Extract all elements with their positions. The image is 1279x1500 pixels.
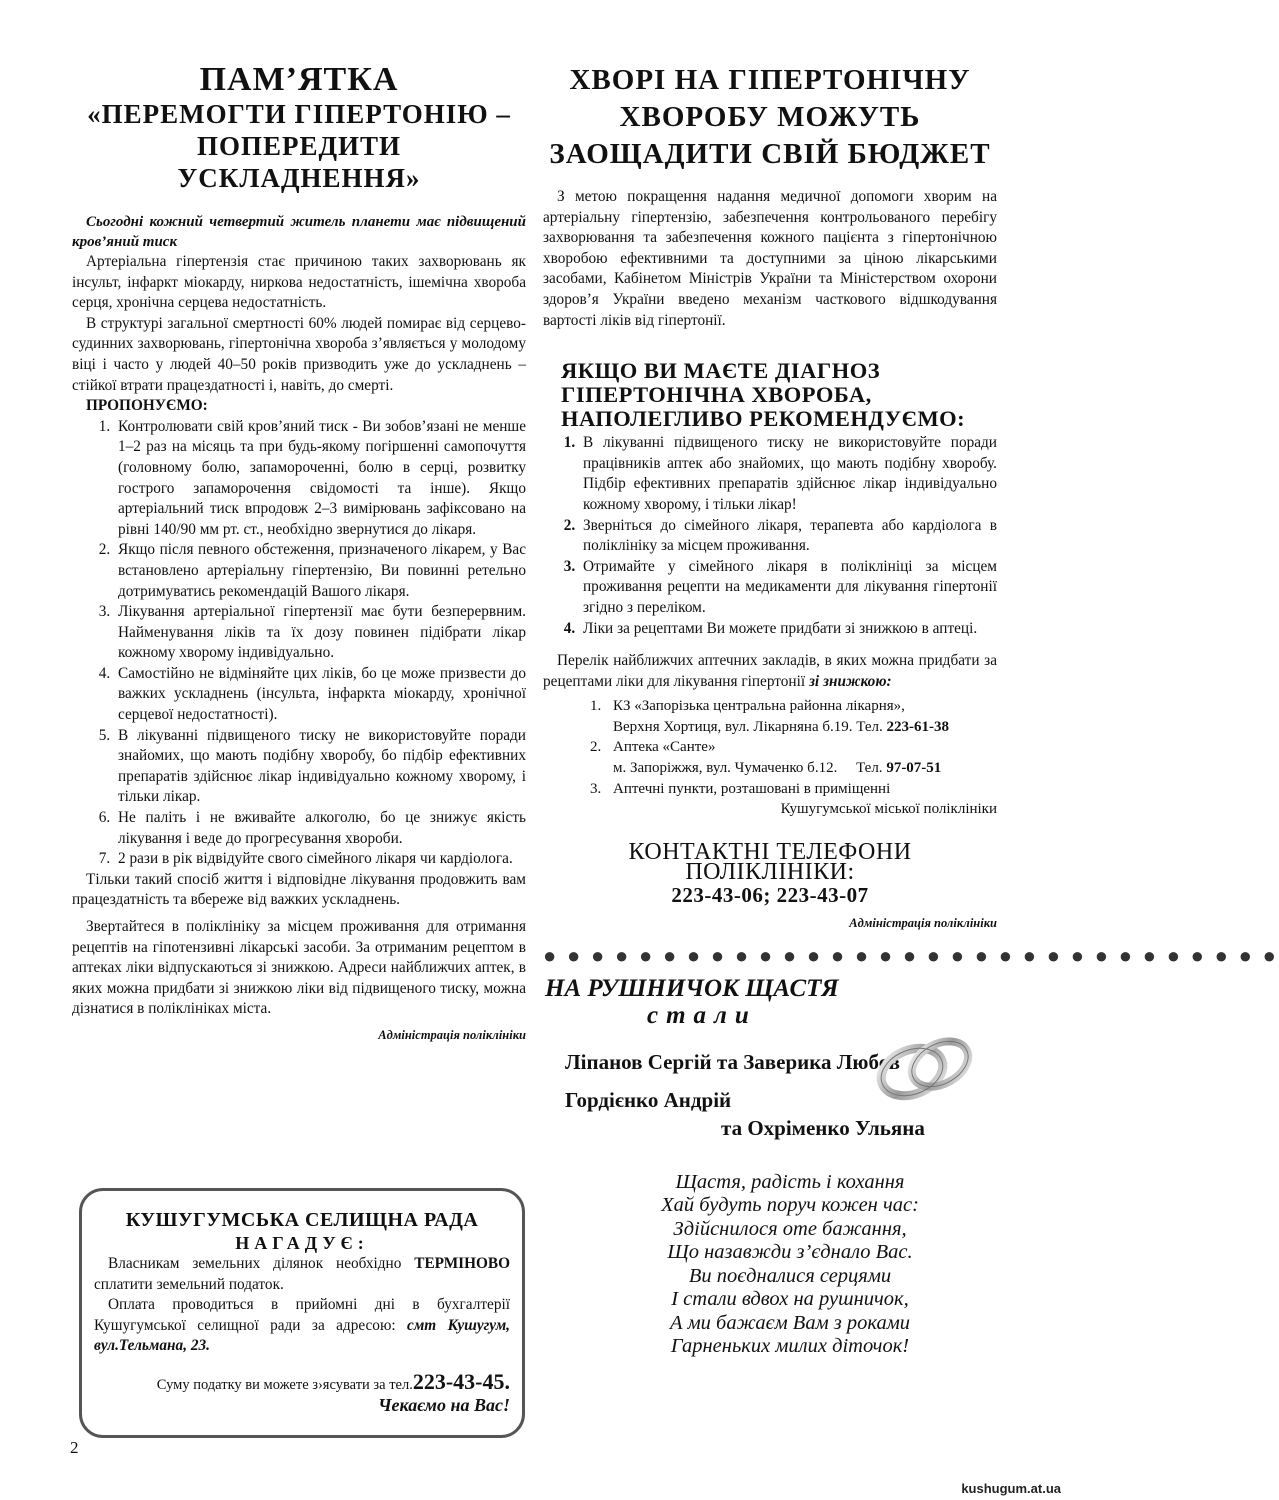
contacts-heading-2: ПОЛІКЛІНІКИ: xyxy=(685,858,855,885)
budget-title-1: ХВОРІ НА ГІПЕРТОНІЧНУ xyxy=(569,64,971,96)
memo-subtitle-2: ПОПЕРЕДИТИ УСКЛАДНЕННЯ» xyxy=(177,131,421,193)
memo-intro: Сьогодні кожний четвертий житель планети має підвищений кров’яний тиск xyxy=(72,214,526,250)
contacts-phones: 223-43-06; 223-43-07 xyxy=(671,882,869,907)
memo-para-3: Тільки такий спосіб життя і відповідне лікування продовжить вам працездатність та вбереже від важких ускладнень. xyxy=(72,870,526,909)
poem-line: Гарненьких милих діточок! xyxy=(670,1335,910,1358)
budget-title-3: ЗАОЩАДИТИ СВІЙ БЮДЖЕТ xyxy=(549,138,991,170)
offer-item: 7. 2 рази в рік відвідуйте свого сімейного лікаря чи кардіолога. xyxy=(114,849,526,870)
memo-title: ПАМ’ЯТКА xyxy=(199,61,399,98)
budget-para: З метою покращення надання медичної допомоги хворим на артеріальну гіпертензію, забезпечення контрольованого перебігу захворювання та забезпечення кожного пацієнта з гіпертонічною хворобою ефективними та доступними за ціною лікарськими засобами, Кабінетом Міністрів України та Міністерством охорони здоров’я України введено механізм часткового відшкодування вартості ліків від гіпертонії. xyxy=(543,188,997,329)
poem-line: Здійснилося оте бажання, xyxy=(673,1217,907,1240)
clinic-signature: Адміністрація поліклініки xyxy=(849,915,997,930)
recommend-item: 1. В лікуванні підвищеного тиску не використовуйте поради працівників аптек або знайомих, що мають подібну хворобу. Підбір ефективних препаратів здійснює лікар індивідуально кожному хворому, і тільки лікар! xyxy=(579,433,997,515)
right-column xyxy=(543,62,1279,1359)
pharmacy-item: 1. КЗ «Запорізька центральна районна лікарня», Верхня Хортиця, вул. Лікарняна б.19. Тел. 223-61-38 xyxy=(605,696,997,737)
poem-line: І стали вдвох на рушничок, xyxy=(671,1288,909,1311)
poem-line: Що назавжди з’єднало Вас. xyxy=(667,1241,913,1264)
wedding-subtitle: стали xyxy=(647,1001,757,1029)
council-notice-box xyxy=(79,1188,525,1438)
offer-label: ПРОПОНУЄМО: xyxy=(86,397,208,415)
offer-list xyxy=(72,417,526,870)
council-phone: 223-43-45. xyxy=(412,1368,510,1394)
poem-line: А ми бажаєм Вам з роками xyxy=(669,1311,911,1334)
offer-item: 4. Самостійно не відміняйте цих ліків, бо це може призвести до важких ускладнень (інсульта, інфаркта міокарду, хронічної серцевої недостатності). xyxy=(114,664,526,726)
pharmacy-item: 2. Аптека «Санте» м. Запоріжжя, вул. Чумаченко б.12. Тел. 97-07-51 xyxy=(605,737,997,778)
couple-2-groom: Гордієнко Андрій xyxy=(565,1087,732,1112)
offer-item: 5. В лікуванні підвищеного тиску не використовуйте поради знайомих, що мають подібну хворобу, бо підбір ефективних препаратів здійснює лікар індивідуально кожному хворому, і тільки лікар. xyxy=(114,726,526,808)
dotted-divider: ● ● ● ● ● ● ● ● ● ● ● ● ● ● ● ● ● ● ● ● ● ● ● ● ● ● ● ● ● ● ● xyxy=(543,942,1279,968)
wedding-rings-icon xyxy=(870,1028,982,1106)
offer-item: 3. Лікування артеріальної гіпертензії має бути безперервним. Найменування ліків та їх дозу повинен підібрати лікар кожному хворому індивідуально. xyxy=(114,602,526,664)
pharmacy-list xyxy=(543,696,997,820)
council-pay: Суму податку ви можете з›ясувати за тел.223-43-45. xyxy=(156,1368,510,1394)
poem-line: Хай будуть поруч кожен час: xyxy=(661,1194,919,1217)
memo-para-4: Звертайтеся в поліклініку за місцем проживання для отримання рецептів на гіпотензивні лікарські засоби. За отриманим рецептом в аптеках ліки відпускаються зі знижкою. Адреси найближчих аптек, в яких можна придбати зі знижкою ліки від підвищеного тиску, можна дізнатися в поліклініках міста. xyxy=(72,918,526,1018)
poem-line: Щастя, радість і кохання xyxy=(675,1170,905,1193)
pharmacy-intro: Перелік найближчих аптечних закладів, в яких можна придбати за рецептами ліки для лікування гіпертонії зі знижкою: xyxy=(543,652,997,690)
diagnosis-heading: ЯКЩО ВИ МАЄТЕ ДІАГНОЗ ГІПЕРТОНІЧНА ХВОРОБА, НАПОЛЕГЛИВО РЕКОМЕНДУЄМО: xyxy=(561,358,966,432)
offer-item: 1. Контролювати свій кров’яний тиск - Ви зобов’язані не менше 1–2 раз на місяць та при будь-якому погіршенні самопочуття (головному болю, запамороченні, болю в серці, розвитку гострого запаморочення свідомості та інше). Якщо артеріальний тиск впродовж 2–3 вимірювань зафіксовано на рівні 140/90 мм рт. ст., необхідно звернутися до лікаря. xyxy=(114,417,526,541)
council-subtitle: НАГАДУЄ: xyxy=(235,1233,369,1253)
couple-2-bride: та Охріменко Ульяна xyxy=(721,1115,925,1140)
poem-line: Ви поєдналися серцями xyxy=(688,1264,892,1287)
memo-signature: Адміністрація поліклініки xyxy=(378,1027,526,1042)
memo-para-1: Артеріальна гіпертензія стає причиною таких захворювань як інсульт, інфаркт міокарду, ниркова недостатність, ішемічна хвороба серця, хронічна серцева недостатність. xyxy=(72,253,526,312)
left-column xyxy=(72,62,526,1043)
watermark: kushugum.at.ua xyxy=(961,1481,1061,1496)
budget-title-2: ХВОРОБУ МОЖУТЬ xyxy=(619,101,921,133)
wedding-title: НА РУШНИЧОК ЩАСТЯ xyxy=(545,974,839,1002)
contacts-block xyxy=(543,838,997,908)
wedding-poem xyxy=(543,1171,997,1359)
council-line-2: Оплата проводиться в прийомні дні в бухгалтерії Кушугумської селищної ради за адресою: смт Кушугум, вул.Тельмана, 23. xyxy=(94,1296,510,1355)
pharmacy-item: 3. Аптечні пункти, розташовані в приміщенні Кушугумської міської поліклініки xyxy=(605,779,997,820)
recommend-item: 4. Ліки за рецептами Ви можете придбати зі знижкою в аптеці. xyxy=(579,619,997,640)
memo-para-2: В структурі загальної смертності 60% людей помирає від серцево-судинних захворювань, гіпертонічна хвороба з’являється у молодому віці і часто у людей 40–50 років призводить уже до ускладнень – стійкої втрати працездатності і, навіть, до смерті. xyxy=(72,314,526,394)
council-wait: Чекаємо на Вас! xyxy=(378,1394,510,1415)
contacts-heading-1: КОНТАКТНІ ТЕЛЕФОНИ xyxy=(628,838,912,865)
memo-subtitle-1: «ПЕРЕМОГТИ ГІПЕРТОНІЮ – xyxy=(87,99,511,129)
council-line-1: Власникам земельних ділянок необхідно ТЕРМІНОВО сплатити земельний податок. xyxy=(94,1255,510,1293)
offer-item: 6. Не паліть і не вживайте алкоголю, бо це знижує якість лікування і веде до прогресування хвороби. xyxy=(114,808,526,849)
page-number: 2 xyxy=(70,1438,79,1457)
offer-item: 2. Якщо після певного обстеження, призначеного лікарем, у Вас встановлено артеріальну гіпертензію, Ви повинні ретельно дотримуватись рекомендацій Вашого лікаря. xyxy=(114,540,526,602)
recommend-item: 3. Отримайте у сімейного лікаря в поліклініці за місцем проживання рецепти на медикаменти для лікування гіпертонії згідно з переліком. xyxy=(579,557,997,619)
council-title: КУШУГУМСЬКА СЕЛИЩНА РАДА xyxy=(125,1209,479,1231)
recommend-list xyxy=(543,433,997,639)
recommend-item: 2. Зверніться до сімейного лікаря, терапевта або кардіолога в поліклініку за місцем проживання. xyxy=(579,516,997,557)
couple-1: Ліпанов Сергій та Заверика Любов xyxy=(565,1049,901,1074)
